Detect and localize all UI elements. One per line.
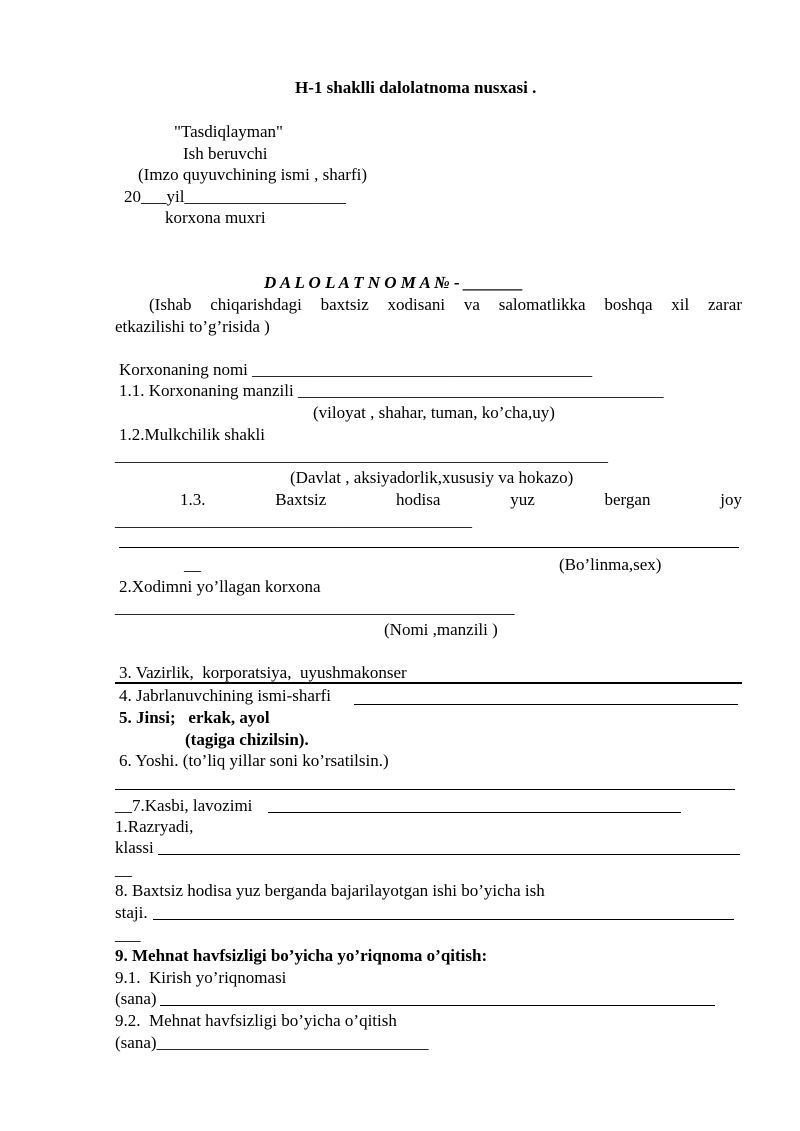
form-title: H-1 shaklli dalolatnoma nusxasi . [295, 78, 537, 97]
signer-hint: (Imzo quyuvchining ismi , sharfi) [138, 165, 367, 184]
place-line: __________________________________________ [115, 511, 472, 530]
safety-training-date-field: (sana)________________________________ [115, 1033, 429, 1052]
employer-company-label: 2.Xodimni yo’llagan korxona [119, 577, 321, 596]
age-underline [115, 789, 735, 790]
subtitle-word: xil [671, 295, 690, 314]
class-underline [158, 854, 740, 855]
victim-name-field: 4. Jabrlanuvchining ismi-sharfi [119, 686, 331, 705]
subtitle-word: va [463, 295, 480, 314]
act-subtitle-line2: etkazilishi to’g’risida ) [115, 317, 270, 336]
act-subtitle [149, 295, 742, 315]
employer-company-hint: (Nomi ,manzili ) [384, 620, 498, 639]
class-tail: __ [115, 860, 132, 879]
approve-label: "Tasdiqlayman" [174, 122, 283, 141]
place-word: bergan [604, 490, 651, 509]
ownership-hint: (Davlat , aksiyadorlik,xususiy va hokazo) [290, 468, 574, 487]
place-word: joy [720, 490, 742, 509]
training-title: 9. Mehnat havfsizligi bo’yicha yo’riqnoma o’qitish: [115, 946, 488, 965]
safety-training-label: 9.2. Mehnat havfsizligi bo’yicha o’qitish [115, 1011, 397, 1030]
subtitle-word: xodisani [387, 295, 446, 314]
ownership-line: __________________________________________________________ [115, 446, 608, 465]
profession-field: __7.Kasbi, lavozimi [115, 796, 253, 815]
subtitle-word: (Ishab [149, 295, 192, 314]
employer-label: Ish beruvchi [183, 144, 268, 163]
experience-field: 8. Baxtsiz hodisa yuz berganda bajarilayotgan ishi bo’yicha ish [115, 881, 545, 900]
place-word: hodisa [396, 490, 441, 509]
ministry-underline [115, 682, 742, 684]
victim-name-underline [354, 704, 738, 705]
profession-underline [268, 812, 681, 813]
place-word: 1.3. [180, 490, 206, 509]
gender-hint: (tagiga chizilsin). [185, 730, 309, 749]
year-line: 20___yil___________________ [124, 187, 346, 206]
experience-label: staji. [115, 903, 148, 922]
incident-place-label [180, 490, 742, 510]
ownership-label: 1.2.Mulkchilik shakli [119, 425, 265, 444]
intro-training-date-label: (sana) [115, 989, 157, 1008]
subtitle-word: zarar [708, 295, 742, 314]
address-hint: (viloyat , shahar, tuman, ko’cha,uy) [313, 403, 555, 422]
act-title: D A L O L A T N O M A № - _______ [264, 273, 524, 292]
intro-training-date-underline [160, 1005, 715, 1006]
company-address-field: 1.1. Korxonaning manzili ___________________________________________ [119, 381, 664, 400]
class-label: klassi [115, 838, 154, 857]
place-hint: (Bo’linma,sex) [559, 555, 662, 574]
place-word: yuz [510, 490, 535, 509]
subtitle-word: boshqa [604, 295, 653, 314]
ministry-field: 3. Vazirlik, korporatsiya, uyushmakonser [119, 663, 407, 682]
subtitle-word: baxtsiz [320, 295, 369, 314]
rank-label: 1.Razryadi, [115, 817, 194, 836]
age-field: 6. Yoshi. (to’liq yillar soni ko’rsatilsin.) [119, 751, 389, 770]
subtitle-word: chiqarishdagi [210, 295, 302, 314]
place-word: Baxtsiz [275, 490, 327, 509]
company-name-field: Korxonaning nomi ________________________________________ [119, 360, 593, 379]
employer-company-line: _______________________________________________ [115, 598, 515, 617]
place-tail: __ [184, 555, 201, 574]
seal-label: korxona muxri [165, 208, 266, 227]
subtitle-word: salomatlikka [498, 295, 586, 314]
place-underline [119, 547, 739, 548]
experience-underline [153, 919, 734, 920]
gender-field: 5. Jinsi; erkak, ayol [119, 708, 270, 727]
experience-tail: ___ [115, 925, 141, 944]
intro-training-label: 9.1. Kirish yo’riqnomasi [115, 968, 287, 987]
